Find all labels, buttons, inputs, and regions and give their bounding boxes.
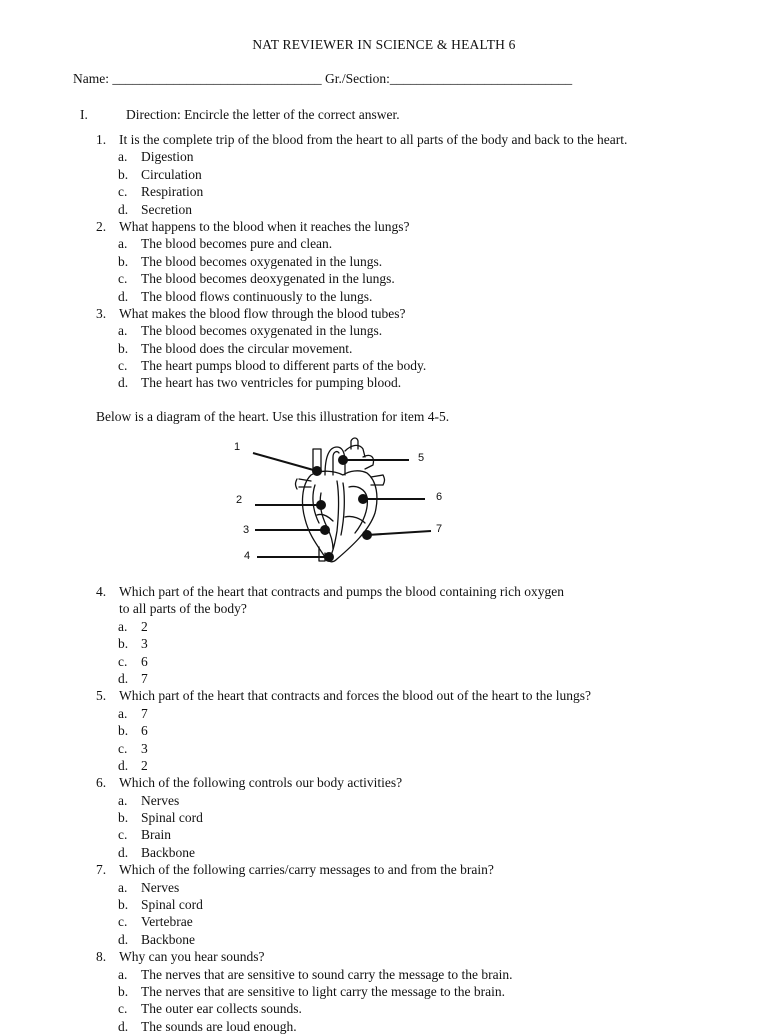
pointer-dot-4 bbox=[325, 553, 333, 561]
answer-option[interactable]: c. The heart pumps blood to different parts of the body. bbox=[118, 358, 427, 374]
answer-option[interactable]: c. The blood becomes deoxygenated in the lungs. bbox=[118, 271, 395, 287]
question bbox=[96, 861, 736, 948]
pointer-dot-6 bbox=[359, 495, 367, 503]
answer-option[interactable]: d. 7 bbox=[118, 670, 148, 686]
pointer-dot-5 bbox=[339, 456, 347, 464]
question-stem: 8. Why can you hear sounds? bbox=[96, 949, 265, 965]
pointer-dot-1 bbox=[313, 467, 321, 475]
diagram-label-2: 2 bbox=[236, 494, 243, 506]
question-stem: 6. Which of the following controls our body activities? bbox=[96, 775, 403, 791]
question-stem: 7. Which of the following carries/carry messages to and from the brain? bbox=[96, 862, 494, 878]
page-title: NAT REVIEWER IN SCIENCE & HEALTH 6 bbox=[252, 37, 516, 52]
answer-option[interactable]: a. Nerves bbox=[118, 792, 180, 808]
section-number: I. bbox=[80, 107, 88, 122]
answer-option[interactable]: b. The blood does the circular movement. bbox=[118, 340, 353, 356]
pointer-line-7 bbox=[367, 531, 431, 535]
diagram-label-1: 1 bbox=[234, 441, 241, 453]
answer-option[interactable]: b. 3 bbox=[118, 636, 148, 652]
question bbox=[96, 218, 736, 305]
question bbox=[96, 583, 736, 687]
question-stem: 3. What makes the blood flow through the blood tubes? bbox=[96, 305, 406, 321]
answer-option[interactable]: d. The blood flows continuously to the lungs. bbox=[118, 288, 373, 304]
answer-option[interactable]: d. Backbone bbox=[118, 931, 195, 947]
diagram-instruction: Below is a diagram of the heart. Use this illustration for item 4-5. bbox=[96, 409, 450, 424]
diagram-label-5: 5 bbox=[418, 452, 425, 464]
question bbox=[96, 948, 736, 1035]
answer-option[interactable]: c. Vertebrae bbox=[118, 914, 193, 930]
answer-option[interactable]: b. The blood becomes oxygenated in the lungs. bbox=[118, 253, 383, 269]
question-block-a bbox=[96, 131, 736, 392]
question bbox=[96, 687, 736, 774]
question-stem: 2. What happens to the blood when it reaches the lungs? bbox=[96, 218, 410, 234]
answer-option[interactable]: a. Digestion bbox=[118, 149, 194, 165]
answer-option[interactable]: d. 2 bbox=[118, 757, 148, 773]
pointer-line-1 bbox=[253, 453, 317, 471]
answer-option[interactable]: a. The nerves that are sensitive to sound carry the message to the brain. bbox=[118, 966, 513, 982]
question-block-b bbox=[96, 583, 736, 1035]
pointer-dot-3 bbox=[321, 526, 329, 534]
answer-option[interactable]: a. Nerves bbox=[118, 879, 180, 895]
question-stem: 4. Which part of the heart that contracts and pumps the blood containing rich oxygen bbox=[96, 584, 564, 599]
answer-option[interactable]: c. 3 bbox=[118, 740, 148, 756]
pointer-dot-2 bbox=[317, 501, 325, 509]
answer-option[interactable]: a. 7 bbox=[118, 705, 148, 721]
question-stem-continued: to all parts of the body? bbox=[119, 601, 247, 617]
name-grade-section-line: Name: _______________________________ Gr./Section:___________________________ bbox=[73, 71, 573, 86]
answer-option[interactable]: c. 6 bbox=[118, 653, 148, 669]
answer-option[interactable]: d. Secretion bbox=[118, 201, 192, 217]
answer-option[interactable]: b. Spinal cord bbox=[118, 897, 203, 913]
question bbox=[96, 305, 736, 392]
diagram-label-6: 6 bbox=[436, 491, 443, 503]
answer-option[interactable]: c. Respiration bbox=[118, 184, 204, 200]
question-stem: 1. It is the complete trip of the blood from the heart to all parts of the body and back to the heart. bbox=[96, 132, 628, 147]
question bbox=[96, 131, 736, 218]
question bbox=[96, 774, 736, 861]
answer-option[interactable]: d. The sounds are loud enough. bbox=[118, 1018, 297, 1034]
heart-diagram bbox=[225, 435, 455, 570]
answer-option[interactable]: c. The outer ear collects sounds. bbox=[118, 1001, 302, 1017]
answer-option[interactable]: a. The blood becomes pure and clean. bbox=[118, 236, 333, 252]
diagram-label-3: 3 bbox=[243, 524, 250, 536]
diagram-label-4: 4 bbox=[244, 550, 251, 562]
answer-option[interactable]: b. Spinal cord bbox=[118, 810, 203, 826]
answer-option[interactable]: b. Circulation bbox=[118, 166, 202, 182]
answer-option[interactable]: c. Brain bbox=[118, 827, 171, 843]
answer-option[interactable]: d. Backbone bbox=[118, 844, 195, 860]
question-stem: 5. Which part of the heart that contracts and forces the blood out of the heart to the lungs? bbox=[96, 688, 591, 704]
answer-option[interactable]: a. 2 bbox=[118, 618, 148, 634]
section-direction: Direction: Encircle the letter of the correct answer. bbox=[126, 107, 400, 122]
answer-option[interactable]: a. The blood becomes oxygenated in the lungs. bbox=[118, 323, 383, 339]
pointer-dot-7 bbox=[363, 531, 371, 539]
answer-option[interactable]: d. The heart has two ventricles for pumping blood. bbox=[118, 375, 402, 391]
diagram-label-7: 7 bbox=[436, 523, 443, 535]
answer-option[interactable]: b. The nerves that are sensitive to light carry the message to the brain. bbox=[118, 983, 505, 999]
answer-option[interactable]: b. 6 bbox=[118, 723, 148, 739]
